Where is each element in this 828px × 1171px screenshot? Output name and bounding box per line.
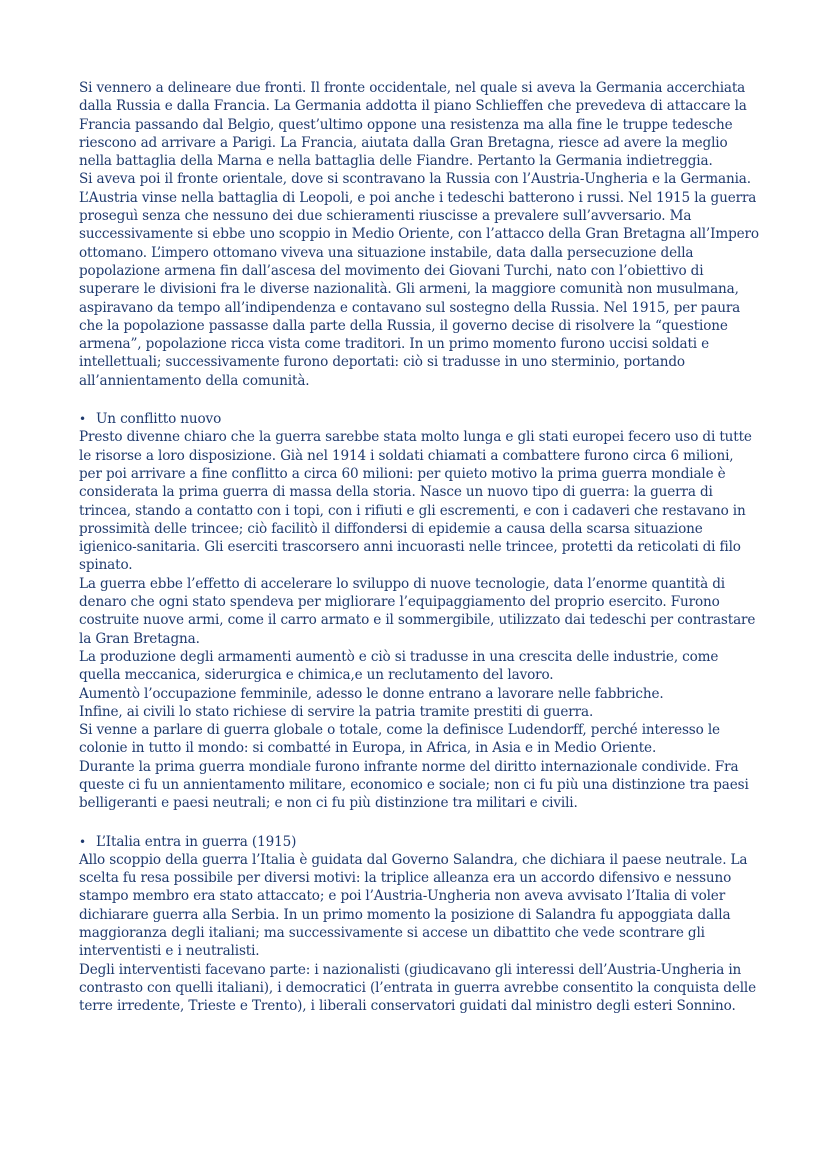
paragraph: Durante la prima guerra mondiale furono infrante norme del diritto internazionale condivide. Fra queste ci fu un annientamento militare, economico e sociale; non ci fu più una distinzione tra paesi belligeranti e paesi neutrali; e non ci fu più distinzione tra militari e civili. [79,758,749,812]
document-page [79,79,759,1016]
section-italy-enters-war [79,833,759,1016]
paragraph: La guerra ebbe l’effetto di accelerare lo sviluppo di nuove tecnologie, data l’enorme quantità di denaro che ogni stato spendeva per migliorare l’equipaggiamento del proprio esercito. Furono costruite nuove armi, come il carro armato e il sommergibile, utilizzato dai tedeschi per contrastare la Gran Bretagna. [79,575,756,647]
section-new-conflict [79,410,759,813]
paragraph-eastern-front: Si aveva poi il fronte orientale, dove si scontravano la Russia con l’Austria-Ungheria e la Germania. L’Austria vinse nella battaglia di Leopoli, e poi anche i tedeschi batterono i russi. Nel 1915 la guerra proseguì senza che nessuno dei due schieramenti riuscisse a prevalere sull’avversario. Ma successivamente si ebbe uno scoppio in Medio Oriente, con l’attacco della Gran Bretagna all’Impero ottomano. L’impero ottomano viveva una situazione instabile, data dalla persecuzione della popolazione armena fin dall’ascesa del movimento dei Giovani Turchi, nato con l’obiettivo di superare le divisioni fra le diverse nazionalità. Gli armeni, la maggiore comunità non musulmana, aspiravano da tempo all’indipendenza e contavano sul sostegno della Russia. Nel 1915, per paura che la popolazione passasse dalla parte della Russia, il governo decise di risolvere la “questione armena”, popolazione ricca vista come traditori. In un primo momento furono uccisi soldati e intellettuali; successivamente furono deportati: ciò si tradusse in uno sterminio, portando all’annientamento della comunità. [79,171,759,389]
paragraph: Allo scoppio della guerra l’Italia è guidata dal Governo Salandra, che dichiara il paese neutrale. La scelta fu resa possibile per diversi motivi: la triplice alleanza era un accordo difensivo e nessuno stampo membro era stato attaccato; e poi l’Austria-Ungheria non aveva avvisato l’Italia di voler dichiarare guerra alla Serbia. In un primo momento la posizione di Salandra fu appoggiata dalla maggioranza degli italiani; ma successivamente si accese un dibattito che vede scontrare gli interventisti e i neutralisti. [79,851,748,960]
heading-text: L’Italia entra in guerra (1915) [96,833,297,850]
bullet-icon: • [79,412,86,427]
paragraph: Si venne a parlare di guerra globale o totale, come la definisce Ludendorff, perché interesso le colonie in tutto il mondo: si combatté in Europa, in Africa, in Asia e in Medio Oriente. [79,722,720,757]
section-spacer [79,813,759,833]
paragraph-western-front: Si vennero a delineare due fronti. Il fronte occidentale, nel quale si aveva la Germania accerchiata dalla Russia e dalla Francia. La Germania addotta il piano Schlieffen che prevedeva di attaccare la Francia passando dal Belgio, quest’ultimo oppone una resistenza ma alla fine le truppe tedesche riescono ad arrivare a Parigi. La Francia, aiutata dalla Gran Bretagna, riesce ad avere la meglio nella battaglia della Marna e nella battaglia delle Fiandre. Pertanto la Germania indietreggia. [79,80,747,170]
section-spacer [79,390,759,410]
section-fronts [79,79,759,390]
paragraph: La produzione degli armamenti aumentò e ciò si tradusse in una crescita delle industrie, come quella meccanica, siderurgica e chimica,e un reclutamento del lavoro. [79,648,719,684]
paragraph: Aumentò l’occupazione femminile, adesso le donne entrano a lavorare nelle fabbriche. [79,685,664,702]
section-heading [79,833,759,851]
paragraph: Presto divenne chiaro che la guerra sarebbe stata molto lunga e gli stati europei fecero uso di tutte le risorse a loro disposizione. Già nel 1914 i soldati chiamati a combattere furono circa 6 milioni, per poi arrivare a fine conflitto a circa 60 milioni: per quieto motivo la prima guerra mondiale è considerata la prima guerra di massa della storia. Nasce un nuovo tipo di guerra: la guerra di trincea, stando a contatto con i topi, con i rifiuti e gli escrementi, e con i cadaveri che restavano in prossimità delle trincee; ciò facilitò il diffondersi di epidemie a causa della scarsa situazione igienico-sanitaria. Gli eserciti trascorsero anni incuorasti nelle trincee, protetti da reticolati di filo spinato. [79,429,752,574]
bullet-icon: • [79,834,86,849]
heading-text: Un conflitto nuovo [96,411,222,428]
section-heading [79,410,759,428]
paragraph: Infine, ai civili lo stato richiese di servire la patria tramite prestiti di guerra. [79,703,594,720]
paragraph: Degli interventisti facevano parte: i nazionalisti (giudicavano gli interessi dell’Austria-Ungheria in contrasto con quelli italiani), i democratici (l’entrata in guerra avrebbe consentito la conquista delle terre irredente, Trieste e Trento), i liberali conservatori guidati dal ministro degli esteri Sonnino. [79,961,757,1015]
